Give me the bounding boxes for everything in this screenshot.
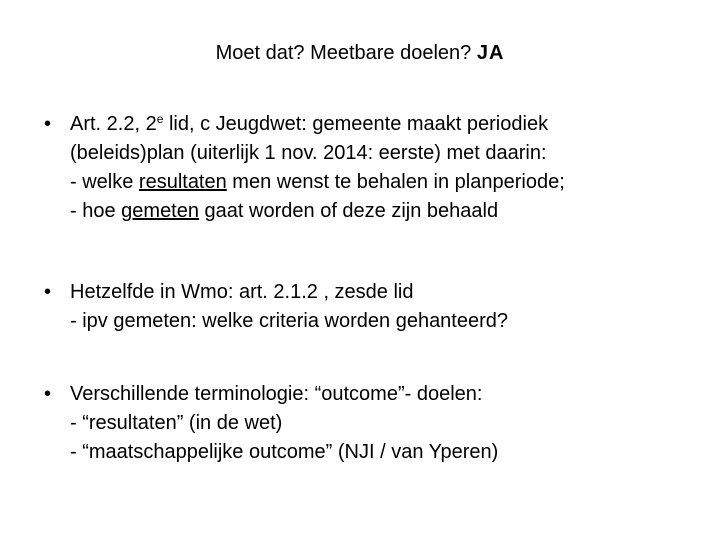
slide-title-text: Moet dat? Meetbare doelen? [215,42,472,64]
bullet-line: Verschillende terminologie: “outcome”- doelen: [70,383,483,405]
text-segment: lid, c Jeugdwet: gemeente maakt periodiek [163,113,549,135]
bullet-line: (beleids)plan (uiterlijk 1 nov. 2014: eerste) met daarin: [70,142,547,164]
underlined-term: resultaten [138,171,227,193]
superscript: e [156,112,164,126]
text-segment: Art. 2.2, 2 [70,113,157,135]
bullet-line: Hetzelfde in Wmo: art. 2.1.2 , zesde lid [70,281,414,303]
text-segment: men wenst te behalen in planperiode; [226,171,565,193]
slide-title [0,41,720,65]
bullet-icon: • [44,281,52,303]
sub-item [44,197,704,226]
sub-item: - ipv gemeten: welke criteria worden gehanteerd? [70,310,509,332]
bullet-wmo [44,278,704,336]
text-segment: - welke [70,171,139,193]
sub-item: - “resultaten” (in de wet) [70,412,283,434]
sub-item [44,168,704,197]
slide-title-emphasis: JA [476,42,505,64]
bullet-line [44,110,704,139]
bullet-jeugdwet [44,110,704,226]
sub-item: - “maatschappelijke outcome” (NJI / van Yperen) [70,441,499,463]
bullet-icon: • [44,383,52,405]
bullet-icon: • [44,113,52,135]
bullet-terminologie [44,380,704,467]
text-segment: gaat worden of deze zijn behaald [199,200,499,222]
underlined-term: gemeten [121,200,199,222]
text-segment: - hoe [70,200,122,222]
